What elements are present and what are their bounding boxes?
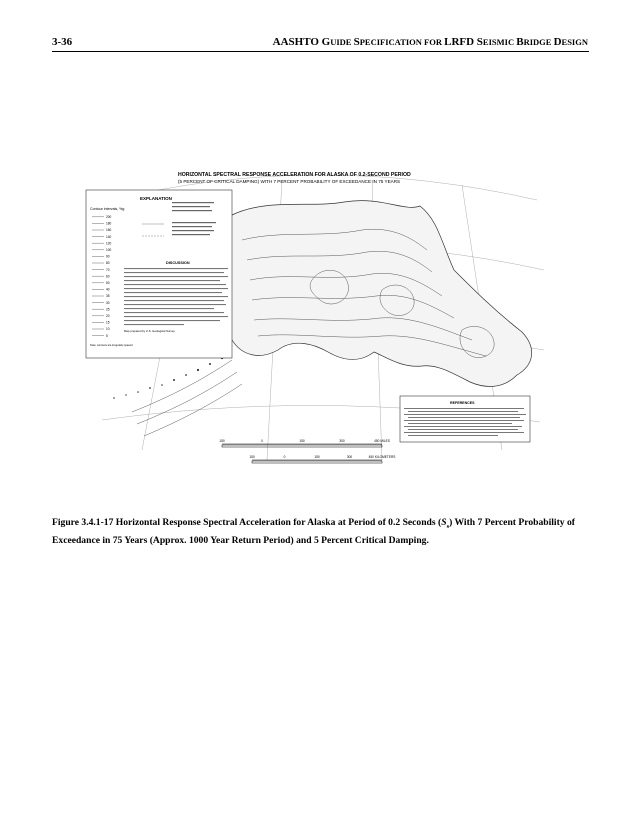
scale-label: 450 KILOMETERS	[368, 455, 396, 459]
contour-legend-value: 20	[106, 314, 110, 318]
contour-legend-value: 15	[106, 320, 110, 325]
scale-bar-miles	[219, 439, 390, 447]
alaska-hazard-map	[82, 160, 552, 495]
rh-part: B	[516, 36, 524, 48]
running-head	[273, 36, 588, 48]
discussion-text-lines	[124, 268, 228, 325]
contour-legend-value: 200	[106, 215, 112, 219]
contour-note: Note: contours are irregularly spaced	[90, 344, 133, 347]
map-title-line2: (5 PERCENT OF CRITICAL DAMPING) WITH 7 PERCENT PROBABILITY OF EXCEEDANCE IN 75 YEARS	[178, 179, 401, 184]
scale-bar-kilometers	[249, 455, 395, 463]
rh-part: LRFD S	[444, 36, 483, 48]
figure-caption	[52, 516, 588, 548]
contour-legend-value: 40	[106, 287, 110, 292]
caption-text: ) With 7 Percent Probability of Exceedance in 75 Years (Approx. 1000 Year Return Period) and 5 Percent Critical Damping.	[52, 517, 575, 546]
scale-label: 150	[219, 439, 225, 443]
scale-label: 300	[346, 455, 353, 459]
scale-label: 150	[314, 455, 320, 459]
contour-legend-value: 60	[106, 274, 110, 279]
rh-part: RIDGE	[523, 37, 554, 47]
scale-label: 450 MILES	[374, 439, 390, 443]
rh-part: S	[353, 36, 360, 48]
rh-part: AASHTO G	[272, 36, 331, 48]
references-heading: REFERENCES	[450, 401, 475, 405]
scale-label: 150	[299, 439, 305, 443]
map-title-line1: HORIZONTAL SPECTRAL RESPONSE ACCELERATION FOR ALASKA OF 0.2-SECOND PERIOD	[178, 172, 411, 178]
scale-label: 300	[339, 439, 345, 443]
contour-interval-label: Contour intervals, %g	[90, 207, 125, 211]
contour-legend-value: 30	[106, 300, 110, 305]
scale-label: 0	[283, 455, 286, 459]
scale-label: 0	[261, 439, 263, 443]
contour-legend-value: 90	[106, 254, 110, 259]
prepared-by-note: Map prepared by U.S. Geological Survey	[124, 329, 175, 333]
contour-legend-value: 70	[106, 267, 110, 272]
discussion-heading: DISCUSSION	[166, 261, 190, 265]
rh-part: UIDE	[330, 37, 354, 47]
aleutian-islands	[113, 357, 223, 399]
caption-text: Figure 3.4.1-17 Horizontal Response Spectral Acceleration for Alaska at Period of 0.2 Seconds (	[52, 517, 442, 528]
rh-part: ESIGN	[561, 37, 588, 47]
explanation-heading: EXPLANATION	[140, 196, 172, 201]
alaska-hazard-map-figure	[82, 160, 552, 495]
caption-symbol: S	[441, 517, 447, 528]
page-header	[52, 36, 588, 50]
contour-legend-value: 100	[106, 248, 112, 252]
contour-legend-value: 50	[106, 281, 110, 285]
rh-part: D	[553, 36, 562, 48]
page-number: 3-36	[52, 36, 73, 48]
scale-label: 150	[249, 455, 255, 459]
rh-part: PECIFICATION FOR	[359, 37, 445, 47]
contour-legend-value: 120	[106, 241, 112, 246]
contour-legend-value: 80	[106, 261, 110, 266]
rh-part: EISMIC	[482, 37, 517, 47]
contour-legend-value: 35	[106, 294, 110, 299]
contour-legend-value: 180	[106, 221, 112, 226]
contour-legend-value: 140	[106, 234, 112, 239]
contour-legend-value: 25	[106, 307, 110, 312]
caption-subscript: s	[446, 522, 450, 530]
alaska-landmass	[226, 201, 531, 387]
contour-legend-value: 160	[106, 228, 112, 233]
contour-legend-value: 10	[106, 327, 110, 332]
contour-legend-value: 5	[106, 333, 108, 338]
header-rule	[52, 51, 589, 52]
